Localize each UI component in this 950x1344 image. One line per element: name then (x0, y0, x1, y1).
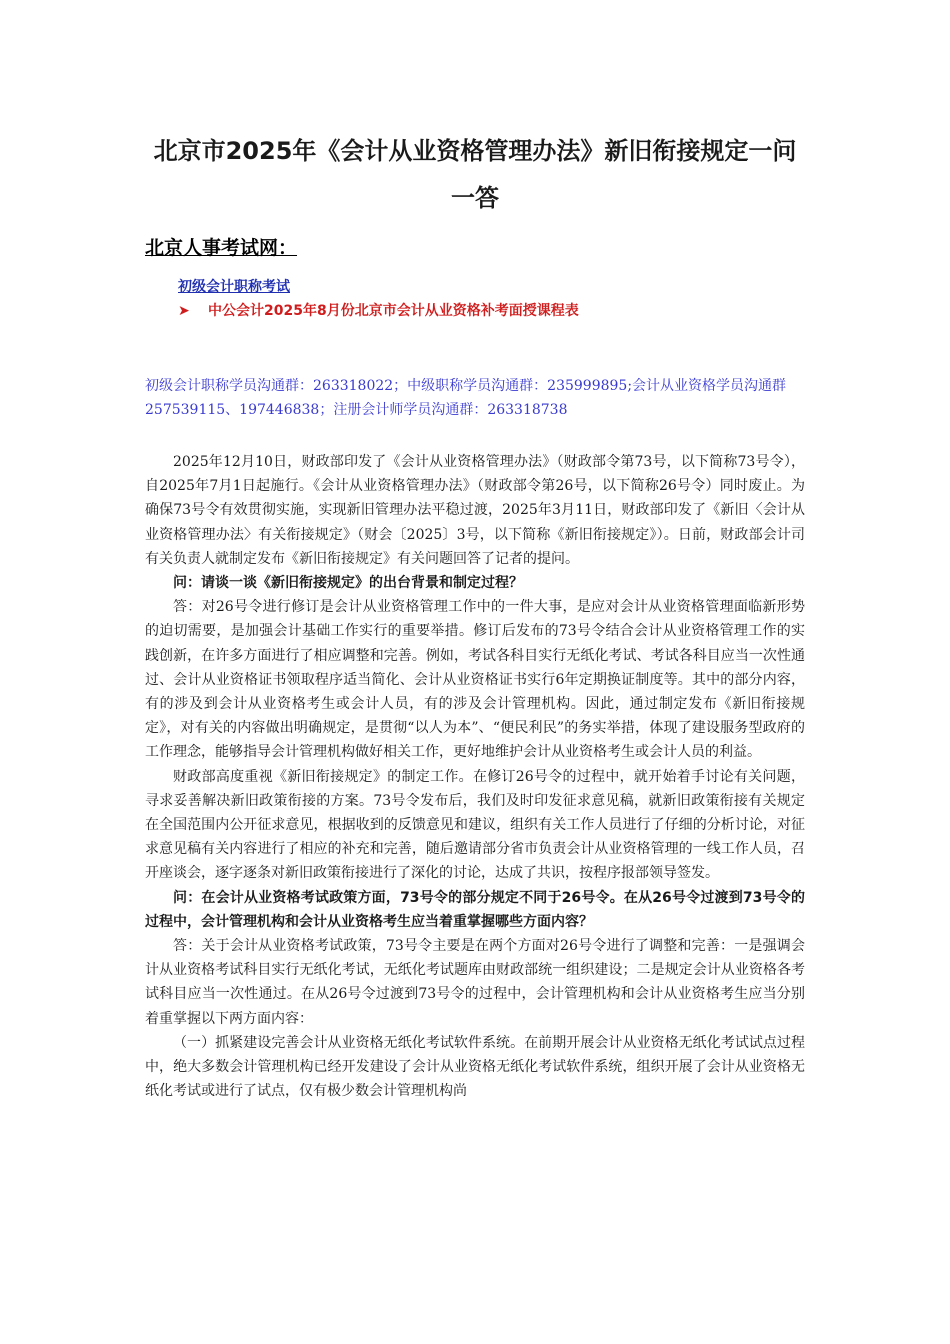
document-title: 北京市2025年《会计从业资格管理办法》新旧衔接规定一问一答 (153, 137, 797, 212)
schedule-link-label[interactable]: 中公会计2025年8月份北京市会计从业资格补考面授课程表 (208, 303, 579, 319)
question-1: 问：请谈一谈《新旧衔接规定》的出台背景和制定过程？ (173, 575, 523, 592)
answer-1-paragraph-1: 答：对26号令进行修订是会计从业资格管理工作中的一件大事，是应对会计从业资格管理面临新形势的迫切需要，是加强会计基础工作实行的重要举措。修订后发布的73号令结合会计从业资格管理工作的实践创新，在许多方面进行了相应调整和完善。例如，考试各科目实行无纸化考试、考试各科目应当一次性通过、会计从业资格证书领取程序适当简化、会计从业资格证书实行6年定期换证制度等。其中的部分内容，有的涉及到会计从业资格考生或会计人员，有的涉及会计管理机构。因此，通过制定发布《新旧衔接规定》，对有关的内容做出明确规定，是贯彻“以人为本”、“便民利民”的务实举措，体现了建设服务型政府的工作理念，能够指导会计管理机构做好相关工作，更好地维护会计从业资格考生或会计人员的利益。 (145, 599, 805, 761)
answer-2-paragraph-2: （一）抓紧建设完善会计从业资格无纸化考试软件系统。在前期开展会计从业资格无纸化考试试点过程中，绝大多数会计管理机构已经开发建设了会计从业资格无纸化考试软件系统，组织开展了会计从业资格无纸化考试或进行了试点，仅有极少数会计管理机构尚 (145, 1034, 805, 1100)
article-body (145, 450, 805, 1103)
answer-2-paragraph-1: 答：关于会计从业资格考试政策，73号令主要是在两个方面对26号令进行了调整和完善：一是强调会计从业资格考试科目实行无纸化考试，无纸化考试题库由财政部统一组织建设；二是规定会计从业资格各考试科目应当一次性通过。在从26号令过渡到73号令的过程中，会计管理机构和会计从业资格考生应当分别着重掌握以下两方面内容： (145, 938, 805, 1027)
intro-paragraph: 2025年12月10日，财政部印发了《会计从业资格管理办法》（财政部令第73号，以下简称73号令），自2025年7月1日起施行。《会计从业资格管理办法》（财政部令第26号，以下简称26号令）同时废止。为确保73号令有效贯彻实施，实现新旧管理办法平稳过渡，2025年3月11日，财政部印发了《新旧〈会计从业资格管理办法〉有关衔接规定》（财会〔2025〕3号，以下简称《新旧衔接规定》）。日前，财政部会计司有关负责人就制定发布《新旧衔接规定》有关问题回答了记者的提问。 (145, 454, 805, 567)
answer-1-paragraph-2: 财政部高度重视《新旧衔接规定》的制定工作。在修订26号令的过程中，就开始着手讨论有关问题，寻求妥善解决新旧政策衔接的方案。73号令发布后，我们及时印发征求意见稿，就新旧政策衔接有关规定在全国范围内公开征求意见，根据收到的反馈意见和建议，组织有关工作人员进行了仔细的分析讨论，对征求意见稿有关内容进行了相应的补充和完善，随后邀请部分省市负责会计从业资格管理的一线工作人员，召开座谈会，逐字逐条对新旧政策衔接进行了深化的讨论，达成了共识，按程序报部领导签发。 (145, 768, 805, 882)
arrow-bullet-icon: ➤ (178, 303, 190, 319)
question-2: 问：在会计从业资格考试政策方面，73号令的部分规定不同于26号令。在从26号令过渡到73号令的过程中，会计管理机构和会计从业资格考生应当着重掌握哪些方面内容？ (145, 889, 805, 930)
site-heading: 北京人事考试网： (145, 237, 298, 259)
schedule-link[interactable] (178, 300, 579, 322)
contact-groups-text: 初级会计职称学员沟通群：263318022；中级职称学员沟通群：235999895;会计从业资格学员沟通群257539115、197446838；注册会计师学员沟通群：263318738 (145, 378, 787, 418)
exam-link[interactable]: 初级会计职称考试 (178, 279, 290, 295)
